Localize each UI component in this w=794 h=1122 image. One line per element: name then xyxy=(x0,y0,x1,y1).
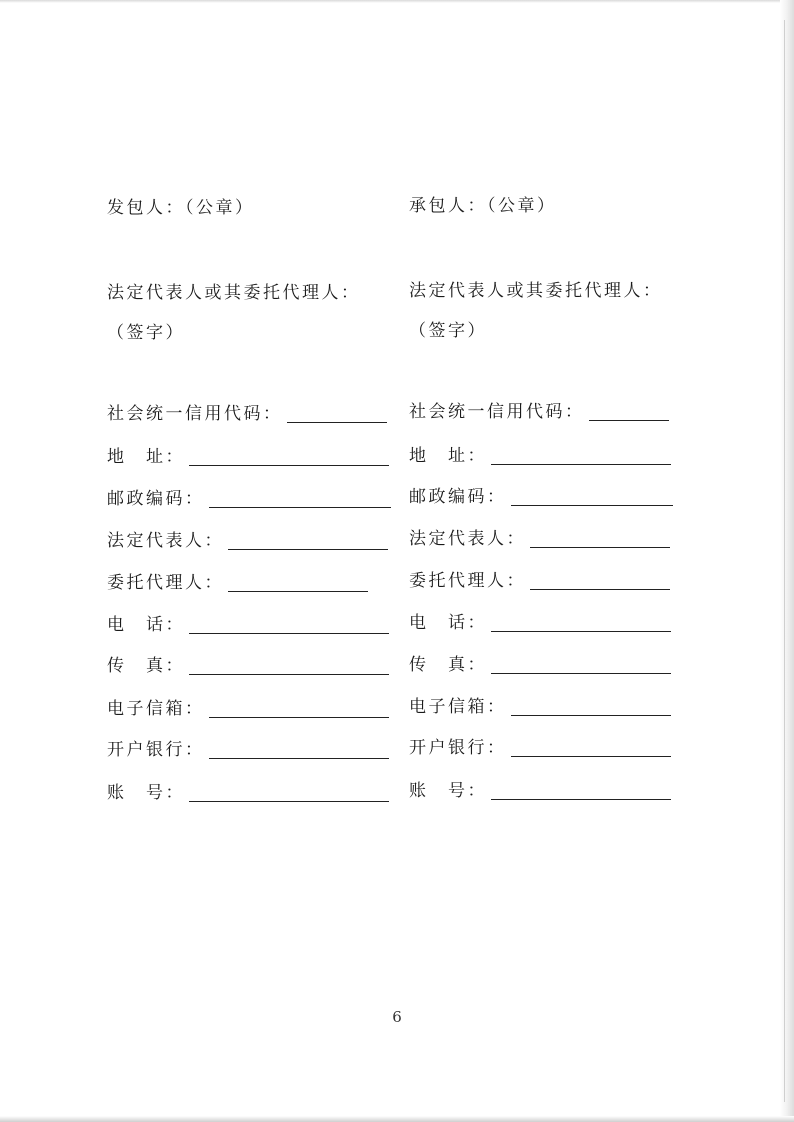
page-number: 6 xyxy=(392,1008,402,1026)
employer-legal-rep-field xyxy=(107,531,388,551)
contractor-fax-field xyxy=(409,655,671,675)
blank-line xyxy=(491,799,671,800)
blank-line xyxy=(209,507,391,508)
field-label: 电 话： xyxy=(107,615,185,635)
blank-line xyxy=(530,547,670,548)
employer-phone-field xyxy=(107,615,389,635)
blank-line xyxy=(530,589,670,590)
scan-edge-top xyxy=(0,0,794,3)
employer-rep-label: 法定代表人或其委托代理人： xyxy=(107,283,361,303)
employer-bank-field xyxy=(107,740,389,760)
employer-credit-code-field xyxy=(107,404,387,424)
contractor-address-field xyxy=(409,446,671,466)
contractor-legal-rep-field xyxy=(409,529,670,549)
blank-line xyxy=(189,674,389,675)
employer-address-field xyxy=(107,447,389,467)
blank-line xyxy=(189,801,389,802)
blank-line xyxy=(491,673,671,674)
field-label: 委托代理人： xyxy=(107,573,224,593)
blank-line xyxy=(209,717,389,718)
employer-fax-field xyxy=(107,656,389,676)
employer-account-field xyxy=(107,783,389,803)
employer-seal-label: 发包人：（公章） xyxy=(107,198,255,218)
field-label: 传 真： xyxy=(107,656,185,676)
field-label: 邮政编码： xyxy=(107,489,205,509)
employer-agent-field xyxy=(107,573,368,593)
field-label: 地 址： xyxy=(409,446,487,466)
field-label: 开户银行： xyxy=(107,740,205,760)
contractor-bank-field xyxy=(409,738,671,758)
blank-line xyxy=(287,422,387,423)
blank-line xyxy=(189,633,389,634)
field-label: 社会统一信用代码： xyxy=(409,402,585,422)
field-label: 地 址： xyxy=(107,447,185,467)
contractor-agent-field xyxy=(409,571,670,591)
contractor-sign-label: （签字） xyxy=(409,321,487,341)
blank-line xyxy=(209,758,389,759)
blank-line xyxy=(228,591,368,592)
scan-edge-bottom xyxy=(0,1116,794,1122)
field-label: 电 话： xyxy=(409,613,487,633)
contractor-phone-field xyxy=(409,613,671,633)
contractor-credit-code-field xyxy=(409,402,669,422)
field-label: 法定代表人： xyxy=(107,531,224,551)
employer-sign-label: （签字） xyxy=(107,323,185,343)
field-label: 账 号： xyxy=(107,783,185,803)
field-label: 开户银行： xyxy=(409,738,507,758)
field-label: 法定代表人： xyxy=(409,529,526,549)
employer-postcode-field xyxy=(107,489,391,509)
blank-line xyxy=(589,420,669,421)
field-label: 社会统一信用代码： xyxy=(107,404,283,424)
contractor-email-field xyxy=(409,697,671,717)
field-label: 账 号： xyxy=(409,781,487,801)
contractor-rep-label: 法定代表人或其委托代理人： xyxy=(409,281,663,301)
blank-line xyxy=(491,464,671,465)
field-label: 电子信箱： xyxy=(107,699,205,719)
blank-line xyxy=(189,465,389,466)
contractor-seal-label: 承包人：（公章） xyxy=(409,196,557,216)
blank-line xyxy=(228,549,388,550)
blank-line xyxy=(511,715,671,716)
blank-line xyxy=(491,631,671,632)
field-label: 委托代理人： xyxy=(409,571,526,591)
scan-edge-right xyxy=(780,0,794,1122)
blank-line xyxy=(511,505,673,506)
contractor-account-field xyxy=(409,781,671,801)
contractor-postcode-field xyxy=(409,487,673,507)
employer-email-field xyxy=(107,699,389,719)
blank-line xyxy=(511,756,671,757)
field-label: 邮政编码： xyxy=(409,487,507,507)
field-label: 传 真： xyxy=(409,655,487,675)
field-label: 电子信箱： xyxy=(409,697,507,717)
